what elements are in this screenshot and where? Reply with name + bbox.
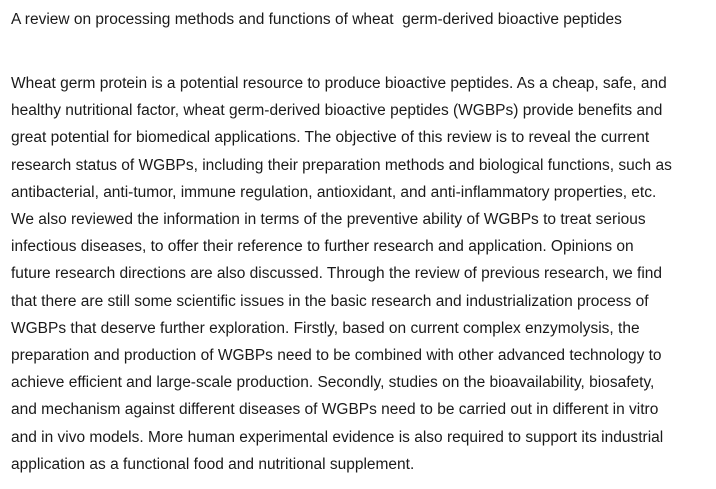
abstract-line: that there are still some scientific issues in the basic research and industrialization process of bbox=[11, 292, 649, 310]
abstract-line: and mechanism against different diseases of WGBPs need to be carried out in different in vitro bbox=[11, 401, 659, 419]
abstract-line: WGBPs that deserve further exploration. Firstly, based on current complex enzymolysis, the bbox=[11, 319, 640, 337]
abstract-line: great potential for biomedical applications. The objective of this review is to reveal the current bbox=[11, 129, 650, 147]
abstract-line: research status of WGBPs, including their preparation methods and biological functions, such as bbox=[11, 156, 672, 174]
abstract-line: healthy nutritional factor, wheat germ-derived bioactive peptides (WGBPs) provide benefits and bbox=[11, 102, 663, 120]
abstract-line: future research directions are also discussed. Through the review of previous research, we find bbox=[11, 265, 663, 283]
abstract-line: preparation and production of WGBPs need to be combined with other advanced technology to bbox=[11, 347, 662, 365]
abstract-line: antibacterial, anti-tumor, immune regulation, antioxidant, and anti-inflammatory properties, etc. bbox=[11, 183, 657, 201]
abstract-line: Wheat germ protein is a potential resource to produce bioactive peptides. As a cheap, safe, and bbox=[11, 75, 667, 92]
abstract-line: application as a functional food and nutritional supplement. bbox=[11, 455, 415, 473]
abstract-line: achieve efficient and large-scale production. Secondly, studies on the bioavailability, biosafety, bbox=[11, 374, 655, 392]
paper-title: A review on processing methods and functions of wheat germ-derived bioactive peptides bbox=[11, 11, 622, 28]
abstract-line: and in vivo models. More human experimental evidence is also required to support its industrial bbox=[11, 428, 664, 446]
abstract-line: infectious diseases, to offer their reference to further research and application. Opinions on bbox=[11, 238, 634, 256]
abstract-line: We also reviewed the information in terms of the preventive ability of WGBPs to treat serious bbox=[11, 211, 646, 229]
abstract-paragraph bbox=[11, 70, 711, 478]
